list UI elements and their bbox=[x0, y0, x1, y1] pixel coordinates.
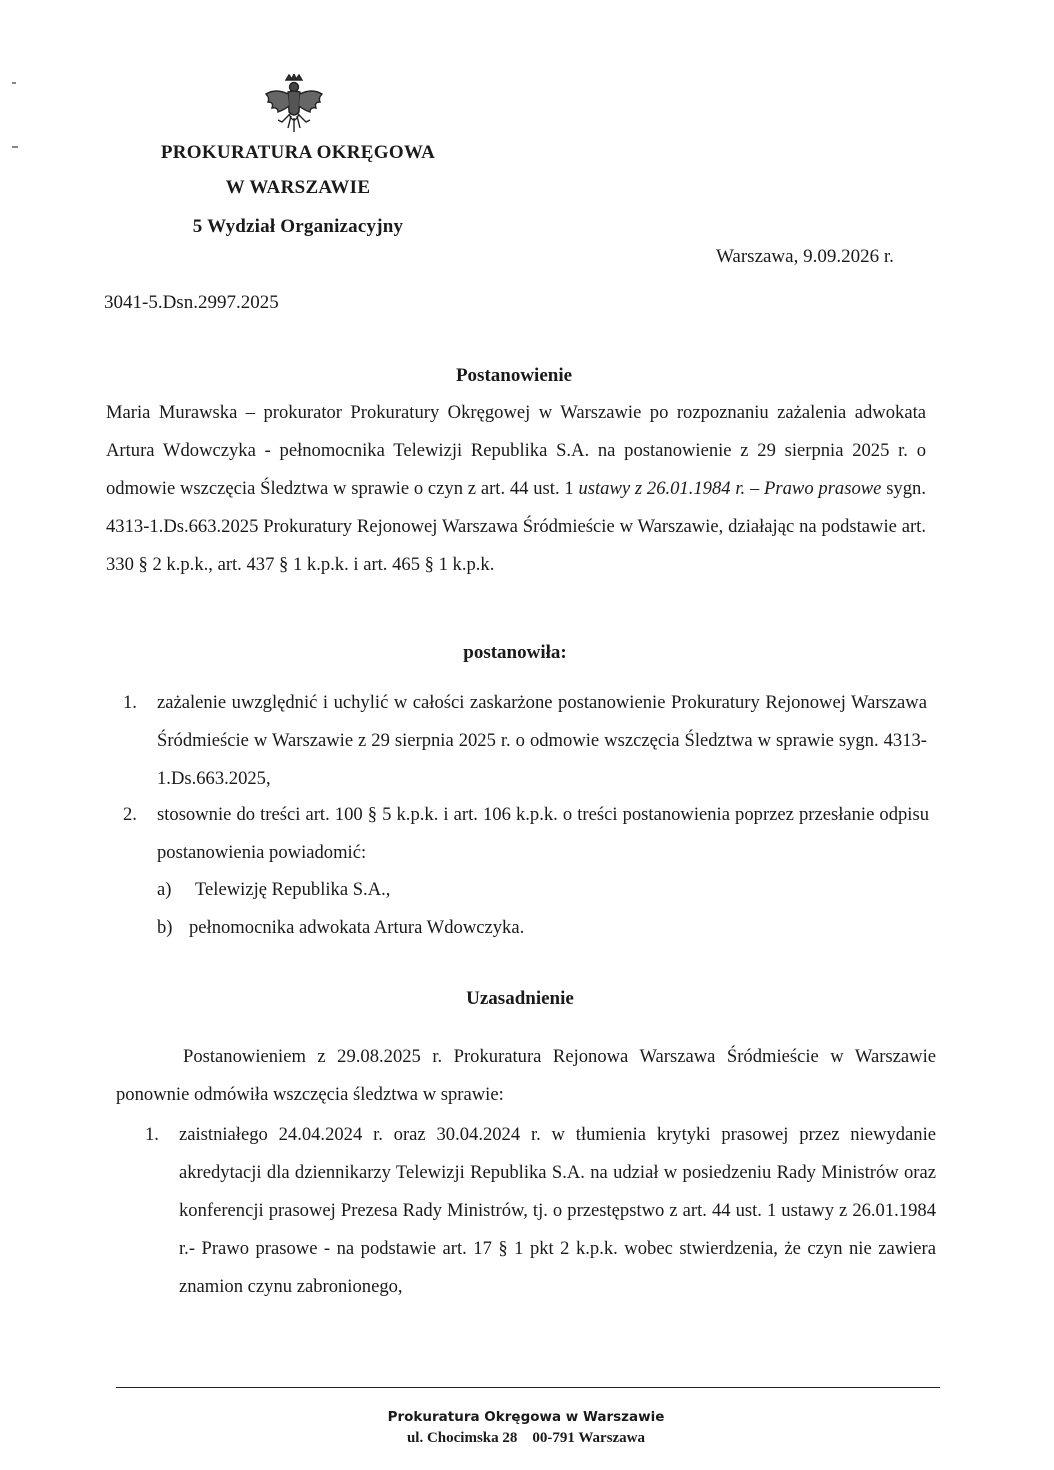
scan-mark bbox=[12, 82, 16, 84]
notify-item bbox=[157, 909, 524, 947]
intro-paragraph bbox=[106, 394, 926, 584]
intro-text-part2: sygn. 4313-1.Ds.663.2025 Prokuratury Rejonowej Warszawa Śródmieście w Warszawie, działając na podstawie art. 330 § 2 k.p.k., art. 437 § 1 k.p.k. i art. 465 § 1 k.p.k. bbox=[106, 478, 926, 575]
notify-item-text: Telewizję Republika S.A., bbox=[195, 879, 391, 900]
document-date: Warszawa, 9.09.2026 r. bbox=[716, 246, 894, 267]
section-title-postanowila: postanowiła: bbox=[463, 642, 567, 663]
footer-address: ul. Chocimska 28 00-791 Warszawa bbox=[406, 1430, 646, 1446]
intro-text-italic: ustawy z 26.01.1984 r. – Prawo prasowe bbox=[578, 478, 882, 499]
notify-item-label: a) bbox=[157, 879, 172, 900]
section-title-uzasadnienie: Uzasadnienie bbox=[466, 988, 574, 1009]
list-item bbox=[145, 1116, 937, 1346]
polish-eagle-emblem-icon bbox=[262, 74, 326, 140]
list-item-text: zażalenie uwzględnić i uchylić w całości zaskarżone postanowienie Prokuratury Rejonowej Warszawa Śródmieście w Warszawie z 29 sierpnia 2025 r. o odmowie wszczęcia Śledztwa w sprawie sygn. 4313-1.Ds.663.2025, bbox=[157, 692, 927, 789]
footer-divider bbox=[116, 1387, 940, 1388]
justification-paragraph: Postanowieniem z 29.08.2025 r. Prokuratura Rejonowa Warszawa Śródmieście w Warszawie ponownie odmówiła wszczęcia śledztwa w sprawie: bbox=[116, 1046, 936, 1105]
notify-item-label: b) bbox=[157, 917, 173, 938]
case-number: 3041-5.Dsn.2997.2025 bbox=[104, 292, 279, 313]
list-item-text: stosownie do treści art. 100 § 5 k.p.k. i art. 106 k.p.k. o treści postanowienia poprzez przesłanie odpisu postanowienia powiadomić: bbox=[157, 804, 929, 863]
notify-item-text: pełnomocnika adwokata Artura Wdowczyka. bbox=[189, 917, 525, 938]
office-name-line1: PROKURATURA OKRĘGOWA bbox=[160, 142, 436, 163]
department-name: 5 Wydział Organizacyjny bbox=[192, 216, 404, 237]
list-item bbox=[123, 796, 929, 876]
section-title-postanowienie: Postanowienie bbox=[455, 365, 573, 386]
list-item bbox=[123, 684, 929, 804]
list-item-number: 1. bbox=[123, 692, 137, 713]
list-item-number: 2. bbox=[123, 804, 137, 825]
scan-mark bbox=[12, 146, 18, 148]
list-item-text: zaistniałego 24.04.2024 r. oraz 30.04.2024 r. w tłumienia krytyki prasowej przez niewydanie akredytacji dla dziennikarzy Telewizji Republika S.A. na udział w posiedzeniu Rady Ministrów oraz konferencji prasowej Prezesa Rady Ministrów, tj. o przestępstwo z art. 44 ust. 1 ustawy z 26.01.1984 r.- Prawo prasowe - na podstawie art. 17 § 1 pkt 2 k.p.k. wobec stwierdzenia, że czyn nie zawiera znamion czynu zabronionego, bbox=[179, 1124, 936, 1297]
footer-office-name: Prokuratura Okręgowa w Warszawie bbox=[387, 1409, 665, 1425]
notify-item bbox=[157, 871, 390, 909]
list-item-number: 1. bbox=[145, 1124, 159, 1145]
intro-text-part1: Maria Murawska – prokurator Prokuratury Okręgowej w Warszawie po rozpoznaniu zażalenia adwokata Artura Wdowczyka - pełnomocnika Telewizji Republika S.A. na postanowienie z 29 sierpnia 2025 r. o odmowie wszczęcia Śledztwa w sprawie o czyn z art. 44 ust. 1 bbox=[106, 402, 926, 499]
office-name-line2: W WARSZAWIE bbox=[225, 177, 371, 198]
